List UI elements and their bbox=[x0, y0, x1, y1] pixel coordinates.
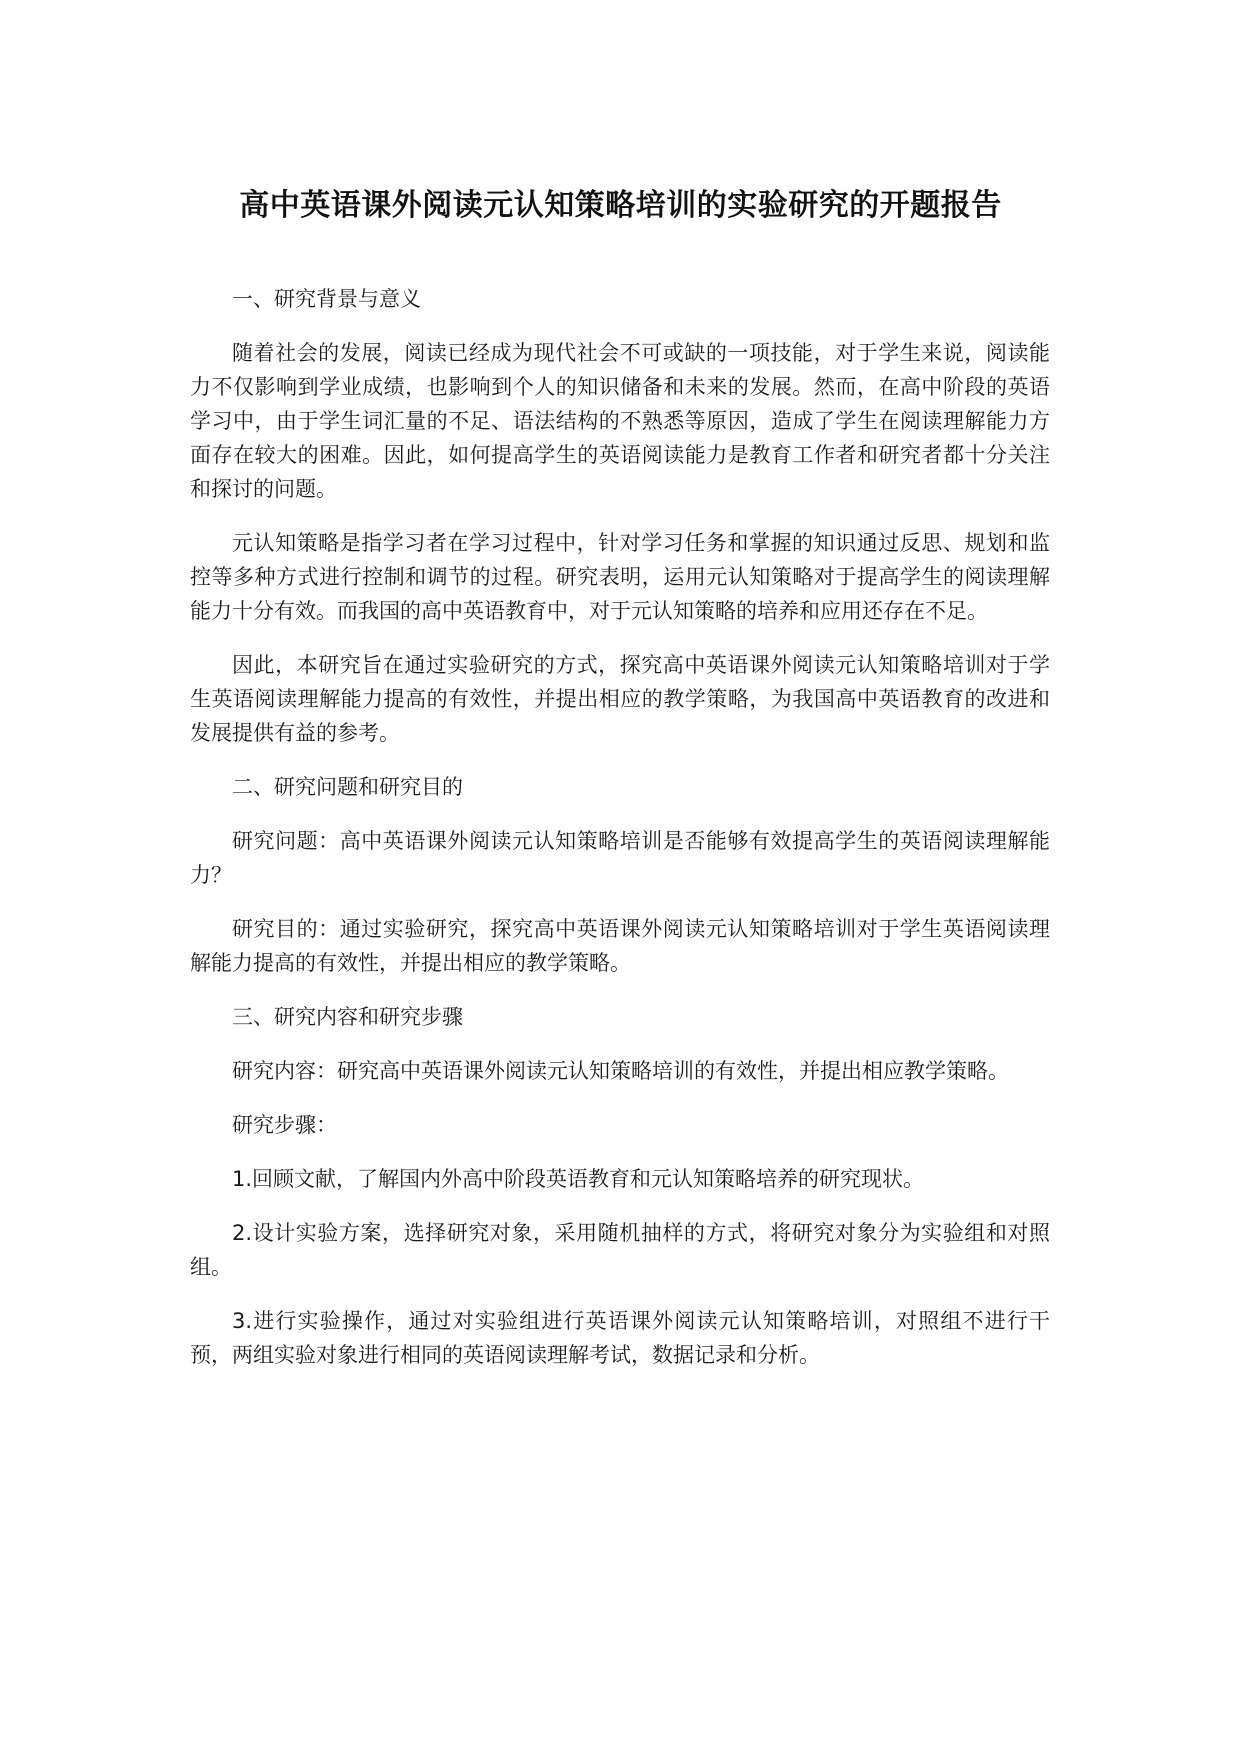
paragraph-research-goal: 研究目的：通过实验研究，探究高中英语课外阅读元认知策略培训对于学生英语阅读理解能力提高的有效性，并提出相应的教学策略。 bbox=[190, 917, 1050, 975]
section-heading-questions: 二、研究问题和研究目的 bbox=[232, 775, 463, 799]
section-heading-background: 一、研究背景与意义 bbox=[232, 287, 421, 311]
section-heading-content: 三、研究内容和研究步骤 bbox=[232, 1005, 463, 1029]
list-item-step-3: 3.进行实验操作，通过对实验组进行英语课外阅读元认知策略培训，对照组不进行干预，两组实验对象进行相同的英语阅读理解考试，数据记录和分析。 bbox=[190, 1309, 1050, 1367]
paragraph-metacognition: 元认知策略是指学习者在学习过程中，针对学习任务和掌握的知识通过反思、规划和监控等多种方式进行控制和调节的过程。研究表明，运用元认知策略对于提高学生的阅读理解能力十分有效。而我国的高中英语教育中，对于元认知策略的培养和应用还存在不足。 bbox=[190, 531, 1050, 623]
paragraph-background: 随着社会的发展，阅读已经成为现代社会不可或缺的一项技能，对于学生来说，阅读能力不仅影响到学业成绩，也影响到个人的知识储备和未来的发展。然而，在高中阶段的英语学习中，由于学生词汇量的不足、语法结构的不熟悉等原因，造成了学生在阅读理解能力方面存在较大的困难。因此，如何提高学生的英语阅读能力是教育工作者和研究者都十分关注和探讨的问题。 bbox=[190, 341, 1050, 501]
list-item-step-1: 1.回顾文献，了解国内外高中阶段英语教育和元认知策略培养的研究现状。 bbox=[232, 1167, 925, 1191]
document-title: 高中英语课外阅读元认知策略培训的实验研究的开题报告 bbox=[239, 188, 1002, 223]
list-item-step-2: 2.设计实验方案，选择研究对象，采用随机抽样的方式，将研究对象分为实验组和对照组。 bbox=[190, 1221, 1050, 1279]
paragraph-steps-label: 研究步骤： bbox=[232, 1113, 337, 1137]
document-body bbox=[190, 282, 1050, 1392]
paragraph-research-question: 研究问题：高中英语课外阅读元认知策略培训是否能够有效提高学生的英语阅读理解能力？ bbox=[190, 829, 1050, 887]
paragraph-purpose: 因此，本研究旨在通过实验研究的方式，探究高中英语课外阅读元认知策略培训对于学生英语阅读理解能力提高的有效性，并提出相应的教学策略，为我国高中英语教育的改进和发展提供有益的参考。 bbox=[190, 653, 1050, 745]
paragraph-research-content: 研究内容：研究高中英语课外阅读元认知策略培训的有效性，并提出相应教学策略。 bbox=[232, 1059, 1009, 1083]
